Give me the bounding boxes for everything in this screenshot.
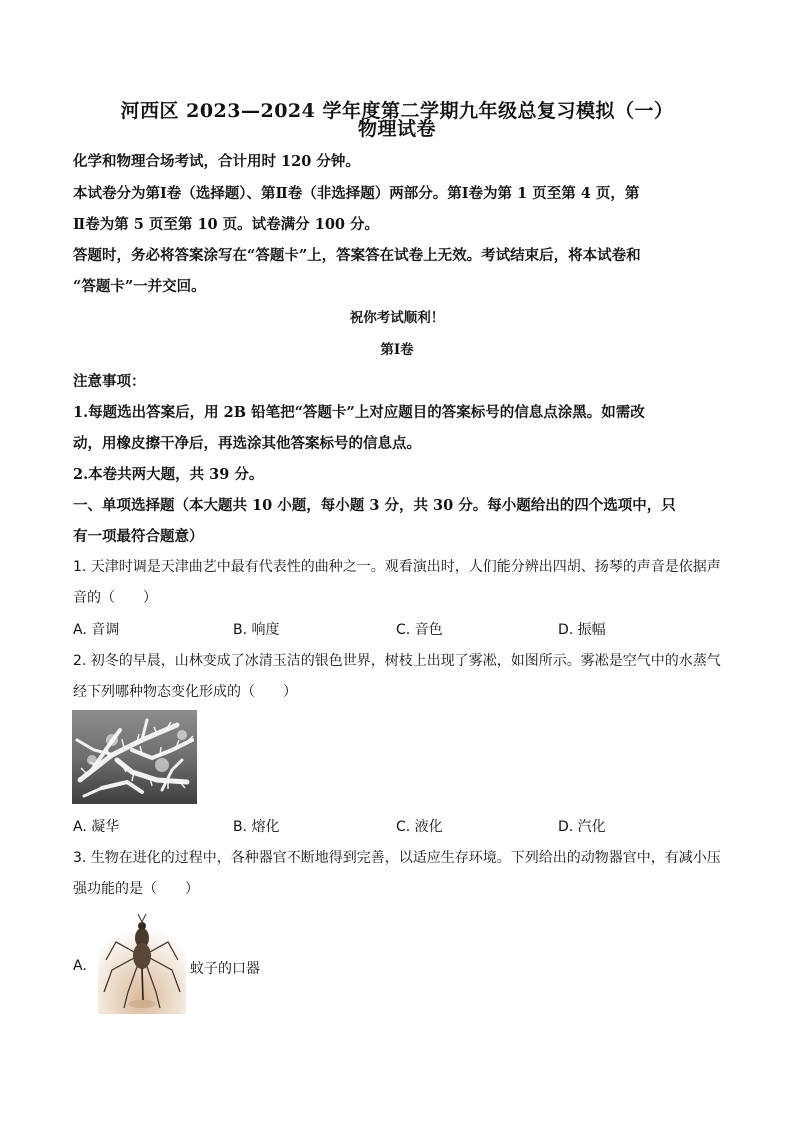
intro-line-4: 答题时，务必将答案涂写在“答题卡”上，答案答在试卷上无效。考试结束后，将本试卷和 bbox=[73, 247, 641, 264]
note-1-line-1: 1.每题选出答案后，用 2B 铅笔把“答题卡”上对应题目的答案标号的信息点涂黑。如需改 bbox=[73, 404, 645, 421]
intro-line-5: “答题卡”一并交回。 bbox=[73, 278, 206, 295]
part-one-heading: 第Ⅰ卷 bbox=[380, 342, 414, 358]
question-1-line-1: 1. 天津时调是天津曲艺中最有代表性的曲种之一。观看演出时，人们能分辨出四胡、扬琴的声音是依据声 bbox=[73, 559, 721, 575]
intro-line-3: Ⅱ卷为第 5 页至第 10 页。试卷满分 100 分。 bbox=[73, 216, 380, 233]
mosquito-image bbox=[98, 912, 186, 1014]
good-luck-text: 祝你考试顺利！ bbox=[349, 310, 445, 326]
intro-line-1: 化学和物理合场考试，合计用时 120 分钟。 bbox=[73, 153, 360, 170]
exam-title: 河西区 2023—2024 学年度第二学期九年级总复习模拟（一） bbox=[120, 100, 674, 122]
question-1-line-2: 音的（ ） bbox=[73, 590, 157, 606]
section-1-line-2: 有一项最符合题意） bbox=[73, 528, 204, 545]
question-1-option-d[interactable]: D. 振幅 bbox=[558, 622, 606, 638]
rime-frost-image bbox=[72, 710, 197, 804]
notes-heading: 注意事项： bbox=[73, 373, 146, 390]
question-3-line-2: 强功能的是（ ） bbox=[73, 881, 199, 897]
question-3-option-a-label[interactable]: A. bbox=[73, 958, 87, 974]
question-2-option-c[interactable]: C. 液化 bbox=[396, 819, 443, 835]
question-2-line-2: 经下列哪种物态变化形成的（ ） bbox=[73, 684, 297, 700]
note-1-line-2: 动，用橡皮擦干净后，再选涂其他答案标号的信息点。 bbox=[73, 435, 421, 452]
section-1-line-1: 一、单项选择题（本大题共 10 小题，每小题 3 分，共 30 分。每小题给出的四个选项中，只 bbox=[73, 497, 676, 514]
exam-subject: 物理试卷 bbox=[357, 118, 436, 140]
question-1-option-c[interactable]: C. 音色 bbox=[396, 622, 443, 638]
question-2-option-d[interactable]: D. 汽化 bbox=[558, 819, 606, 835]
question-1-option-b[interactable]: B. 响度 bbox=[233, 622, 280, 638]
intro-line-2: 本试卷分为第Ⅰ卷（选择题）、第Ⅱ卷（非选择题）两部分。第Ⅰ卷为第 1 页至第 4 页，第 bbox=[73, 185, 640, 202]
question-3-option-a-caption: 蚊子的口器 bbox=[190, 961, 260, 977]
question-2-option-b[interactable]: B. 熔化 bbox=[233, 819, 280, 835]
note-2: 2.本卷共两大题，共 39 分。 bbox=[73, 466, 264, 483]
question-2-option-a[interactable]: A. 凝华 bbox=[73, 819, 120, 835]
question-1-option-a[interactable]: A. 音调 bbox=[73, 622, 120, 638]
question-2-line-1: 2. 初冬的早晨，山林变成了冰清玉洁的银色世界，树枝上出现了雾凇，如图所示。雾凇是空气中的水蒸气 bbox=[73, 653, 721, 669]
question-3-line-1: 3. 生物在进化的过程中，各种器官不断地得到完善，以适应生存环境。下列给出的动物器官中，有减小压 bbox=[73, 850, 721, 866]
